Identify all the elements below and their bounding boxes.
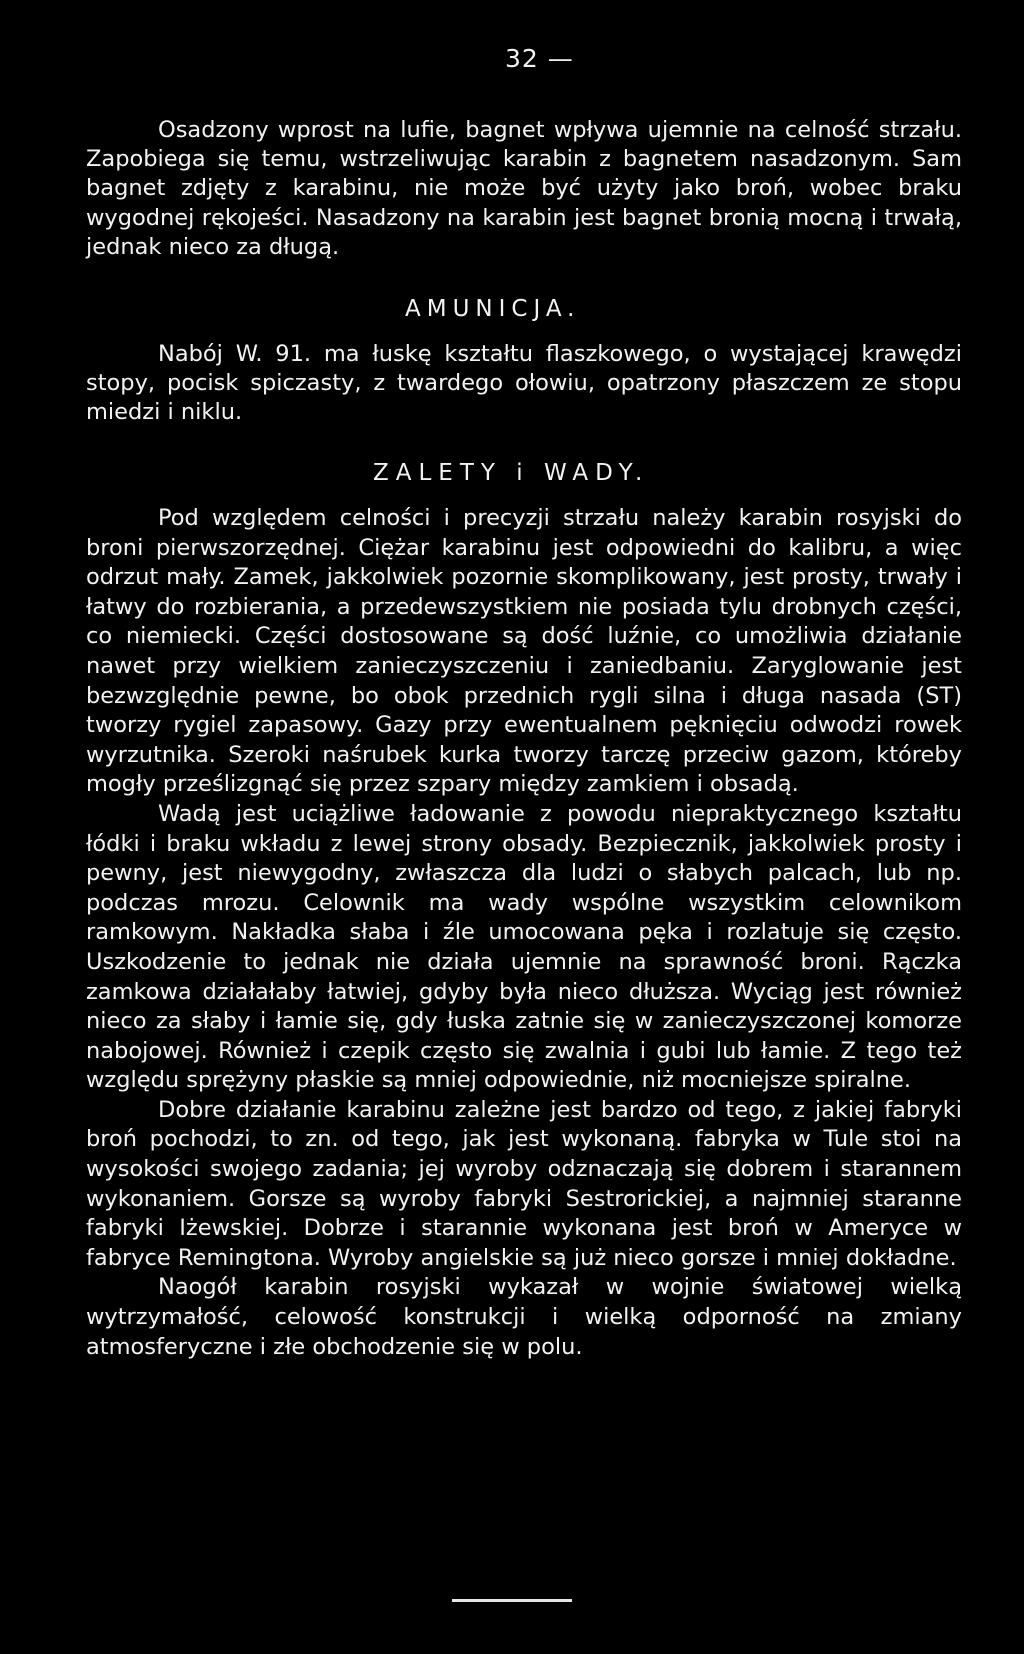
amunicja-paragraph: Nabój W. 91. ma łuskę kształtu flaszkowego, o wystającej krawędzi stopy, pocisk spiczasty, z twardego ołowiu, opatrzony płaszczem ze stopu miedzi i niklu. (86, 341, 962, 426)
paragraph-wady: Wadą jest uciążliwe ładowanie z powodu niepraktycznego kształtu łódki i braku wkładu z lewej strony obsady. Bezpiecznik, jakkolwiek prosty i pewny, jest niewygodny, zwłaszcza dla ludzi o słabych palcach, lub np. podczas mrozu. Celownik ma wady wspólne wszystkim celownikom ramkowym. Nakładka słaba i źle umocowana pęka i rozlatuje się często. Uszkodzenie to jednak nie działa ujemnie na sprawność broni. Rączka zamkowa działałaby łatwiej, gdyby była nieco dłuższa. Wyciąg jest również nieco za słaby i łamie się, gdy łuska zatnie się w zanieczyszczonej komorze nabojowej. Również i czepik często się zwalnia i gubi lub łamie. Z tego też względu sprężyny płaskie są mniej odpowiednie, niż mocniejsze spiralne. (86, 800, 962, 1094)
zalety-i-wady-section (86, 504, 962, 1362)
paragraph-podsumowanie: Naogół karabin rosyjski wykazał w wojnie światowej wielką wytrzymałość, celowość konstrukcji i wielką odporność na zmiany atmosferyczne i złe obchodzenie się w polu. (86, 1274, 962, 1360)
paragraph-fabryki: Dobre działanie karabinu zależne jest bardzo od tego, z jakiej fabryki broń pochodzi, to zn. od tego, jak jest wykonaną. fabryka w Tule stoi na wysokości swojego zadania; jej wyroby odznaczają się dobrem i starannem wykonaniem. Gorsze są wyroby fabryki Sestrorickiej, a najmniej staranne fabryki Iżewskiej. Dobrze i starannie wykonana jest broń w Ameryce w fabryce Remingtona. Wyroby angielskie są już nieco gorsze i mniej dokładne. (86, 1096, 962, 1271)
section-heading-zalety-i-wady: ZALETY i WADY. (373, 460, 650, 486)
intro-paragraph: Osadzony wprost na lufie, bagnet wpływa ujemnie na celność strzału. Zapobiega się temu, wstrzeliwując karabin z bagnetem nasadzonym. Sam bagnet zdjęty z karabinu, nie może być użyty jako broń, wobec braku wygodnej rękojeści. Nasadzony na karabin jest bagnet bronią mocną i trwałą, jednak nieco za długą. (86, 117, 962, 260)
footer-divider (452, 1599, 572, 1602)
paragraph-zalety: Pod względem celności i precyzji strzału należy karabin rosyjski do broni pierwszorzędnej. Ciężar karabinu jest odpowiedni do kalibru, a więc odrzut mały. Zamek, jakkolwiek pozornie skomplikowany, jest prosty, trwały i łatwy do rozbierania, a przedewszystkiem nie posiada tylu drobnych części, co niemiecki. Części dostosowane są dość luźnie, co umożliwia działanie nawet przy wielkiem zanieczyszczeniu i zaniedbaniu. Zaryglowanie jest bezwzględnie pewne, bo obok przednich rygli silna i długa nasada (ST) tworzy rygiel zapasowy. Gazy przy ewentualnem pęknięciu odwodzi rowek wyrzutnika. Szeroki naśrubek kurka tworzy tarczę przeciw gazom, któreby mogły prześlizgnąć się przez szpary między zamkiem i obsadą. (86, 505, 962, 798)
amunicja-section (86, 340, 962, 428)
intro-section (86, 116, 962, 262)
section-heading-amunicja: AMUNICJA. (405, 296, 581, 322)
page-number: 32 — (505, 44, 574, 73)
